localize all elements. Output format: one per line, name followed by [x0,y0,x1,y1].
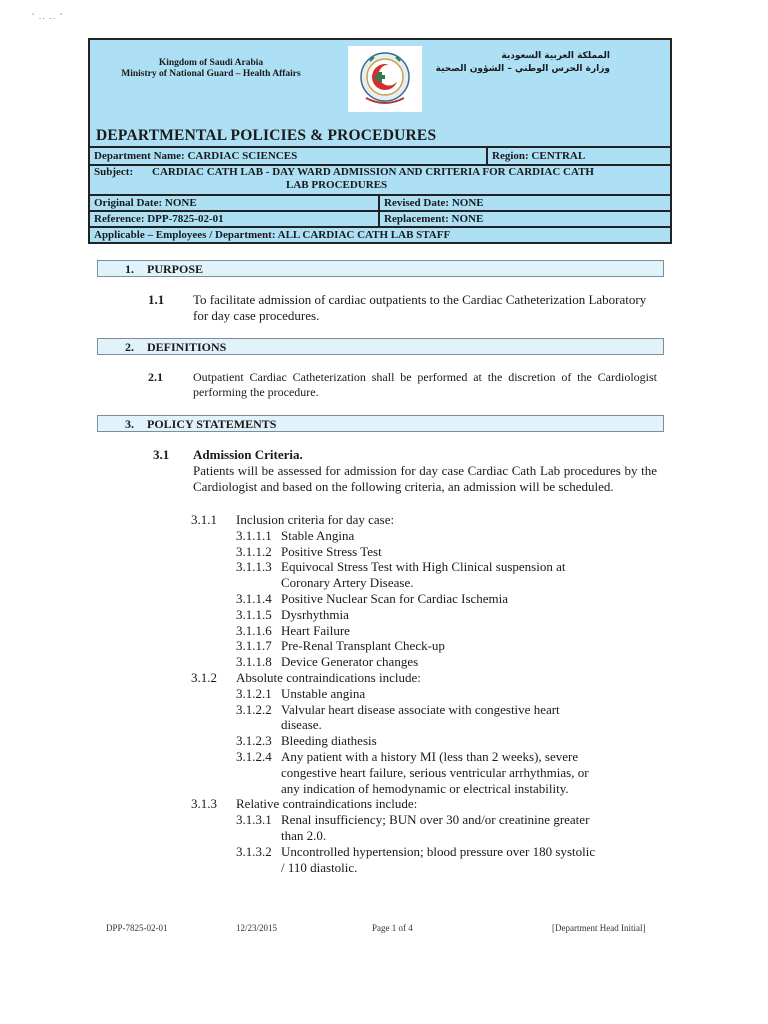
ministry-label: Ministry of National Guard – Health Affairs [121,69,301,79]
subsection-number: 3.1.2 [191,670,217,685]
admission-criteria-heading: Admission Criteria. [193,447,303,462]
ministry-label-arabic: وزارة الحرس الوطني – الشؤون الصحية [435,64,610,74]
subject-label: Subject: [94,166,134,178]
criteria-item-number: 3.1.2.4 [236,749,272,764]
subsection-title: Relative contraindications include: [236,796,418,812]
criteria-item-text: Dysrhythmia [281,606,349,622]
section-purpose-bar [97,260,664,277]
reference-row [90,210,670,226]
criteria-item-number: 3.1.3.2 [236,843,272,859]
criteria-item-text: Unstable angina [281,685,366,701]
section-number: 2. [125,340,134,354]
subject-row [90,164,670,194]
criteria-item-text: Device Generator changes [281,654,419,670]
criteria-item-text: any indication of hemodynamic or electrical instability. [281,780,569,796]
criteria-item-number: 3.1.2.3 [236,733,272,749]
section-number: 3. [125,417,134,431]
paragraph-number: 3.1 [153,447,170,462]
subsection-title: Inclusion criteria for day case: [236,512,395,527]
region: Region: CENTRAL [486,148,670,164]
document-title: DEPARTMENTAL POLICIES & PROCEDURES [96,127,437,144]
department-row [90,146,670,164]
subject [90,166,670,192]
criteria-item-text: Coronary Artery Disease. [281,575,414,591]
criteria-item-text: Heart Failure [281,622,350,638]
criteria-item-number: 3.1.1.4 [236,591,272,606]
criteria-item-text: Positive Nuclear Scan for Cardiac Ischemia [281,591,509,606]
header-left-block [102,58,320,80]
section-title: POLICY STATEMENTS [147,417,277,431]
reference: Reference: DPP-7825-02-01 [94,213,224,225]
criteria-item-text: Stable Angina [281,527,355,543]
criteria-item-number: 3.1.1.2 [236,543,272,559]
criteria-item-text: Valvular heart disease associate with congestive heart [281,701,560,717]
footer-reference: DPP-7825-02-01 [106,923,168,933]
section-number: 1. [125,262,134,276]
criteria-item-text: than 2.0. [281,828,327,843]
criteria-item-text: Equivocal Stress Test with High Clinical suspension at [281,559,566,575]
header-right-block [436,50,610,76]
purpose-text: To facilitate admission of cardiac outpatients to the Cardiac Catheterization Laboratory for day case procedures. [193,292,647,323]
criteria-item-text: / 110 diastolic. [281,859,358,875]
criteria-item-text: congestive heart failure, serious ventricular arrhythmias, or [281,764,589,780]
applicable: Applicable – Employees / Department: ALL CARDIAC CATH LAB STAFF [94,229,451,241]
footer-initial: [Department Head Initial] [552,923,646,933]
admission-criteria-intro: Patients will be assessed for admission for day case Cardiac Cath Lab procedures by the Cardiologist and based on the following criteria, an admission will be scheduled. [193,463,657,494]
criteria-item-number: 3.1.3.1 [236,812,272,828]
paragraph-number: 2.1 [148,370,163,384]
criteria-item-number: 3.1.1.6 [236,622,272,638]
criteria-item-text: Pre-Renal Transplant Check-up [281,638,445,654]
criteria-item-number: 3.1.1.1 [236,527,272,543]
section-policy-bar [97,415,664,432]
department-name: Department Name: CARDIAC SCIENCES [94,150,298,162]
criteria-item-text: Positive Stress Test [281,543,382,559]
ministry-logo [348,46,422,112]
revised-date: Revised Date: NONE [378,196,670,210]
criteria-item-text: Renal insufficiency; BUN over 30 and/or creatinine greater [281,812,590,828]
criteria-item-number: 3.1.2.1 [236,685,272,701]
section-title: PURPOSE [147,262,204,276]
definitions-text: Outpatient Cardiac Catheterization shall be performed at the discretion of the Cardiologist performing the procedure. [193,370,657,399]
footer-page-number: Page 1 of 4 [372,923,413,933]
criteria-item-number: 3.1.1.8 [236,654,272,670]
original-date: Original Date: NONE [94,197,197,209]
scan-mark: ' .. .. ' [32,12,64,21]
paragraph-number: 1.1 [148,292,165,307]
criteria-item-number: 3.1.1.5 [236,606,272,622]
criteria-item-text: Uncontrolled hypertension; blood pressure over 180 systolic [281,843,596,859]
criteria-item-number: 3.1.2.2 [236,701,272,717]
criteria-item-number: 3.1.1.3 [236,559,272,575]
section-definitions-bar [97,338,664,355]
replacement: Replacement: NONE [378,212,670,226]
subject-line-2: LAB PROCEDURES [286,179,388,191]
criteria-item-number: 3.1.1.7 [236,638,272,654]
crescent-emblem-icon [348,46,422,112]
kingdom-label: Kingdom of Saudi Arabia [158,58,264,68]
applicable-row [90,226,670,242]
criteria-item-text: disease. [281,717,322,733]
criteria-item-text: Any patient with a history MI (less than 2 weeks), severe [281,749,579,764]
document-header [88,38,672,244]
section-title: DEFINITIONS [147,340,227,354]
kingdom-label-arabic: المملكة العربية السعودية [501,51,610,61]
subsection-number: 3.1.1 [191,512,217,527]
footer-date: 12/23/2015 [236,923,278,933]
subsection-title: Absolute contraindications include: [236,670,421,685]
dates-row [90,194,670,210]
subsection-number: 3.1.3 [191,796,217,812]
subject-line-1: CARDIAC CATH LAB - DAY WARD ADMISSION AND CRITERIA FOR CARDIAC CATH [152,166,594,178]
criteria-item-text: Bleeding diathesis [281,733,377,749]
